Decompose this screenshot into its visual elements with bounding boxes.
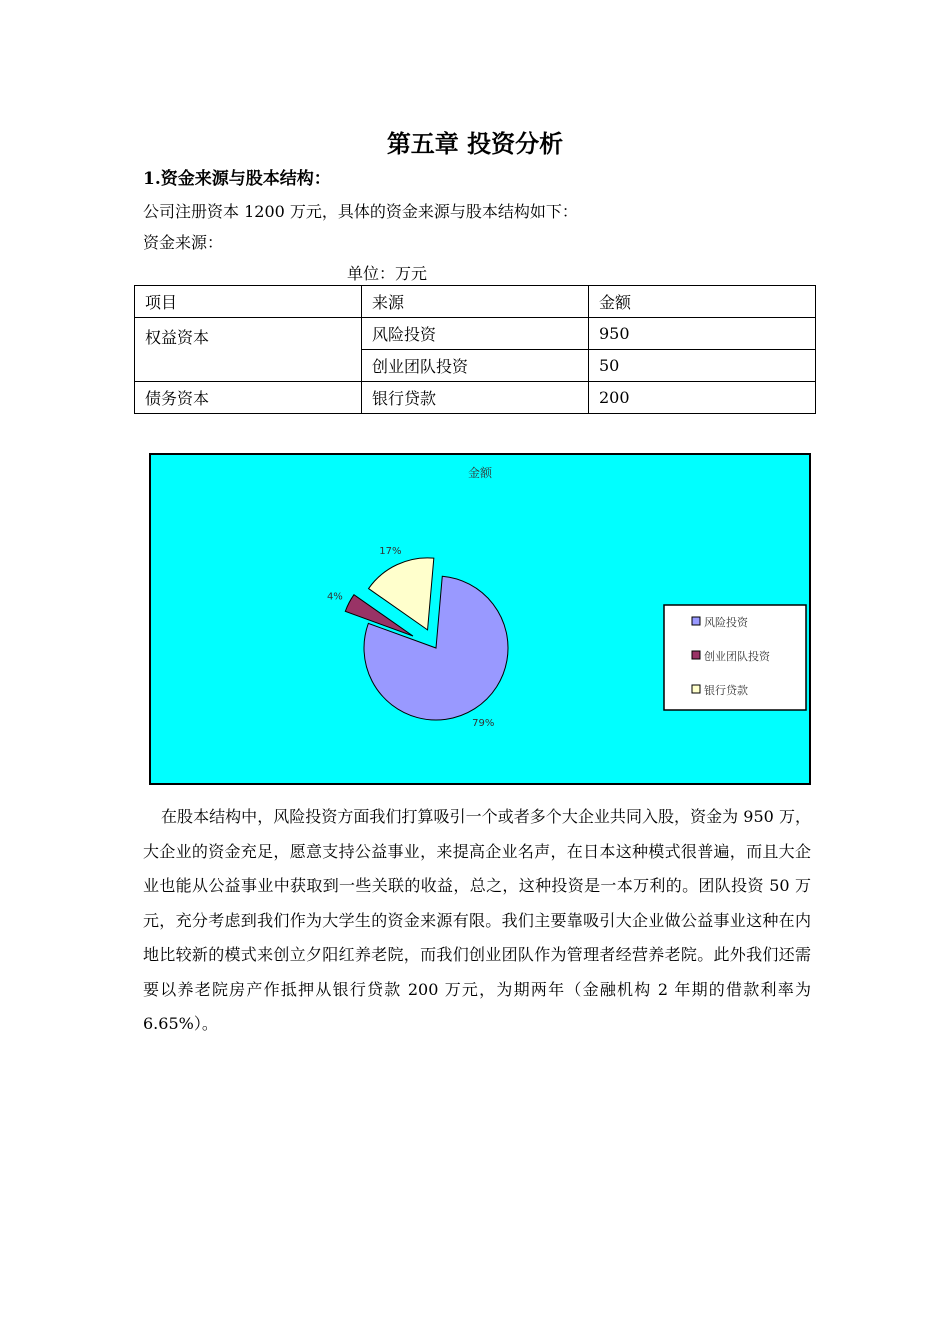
table-header-row — [135, 286, 816, 318]
legend-swatch — [692, 617, 700, 625]
debt-capital-cell: 债务资本 — [135, 382, 362, 414]
legend-swatch — [692, 685, 700, 693]
amount-cell: 50 — [589, 350, 816, 382]
page-title: 第五章 投资分析 — [386, 129, 564, 158]
amount-cell: 950 — [589, 318, 816, 350]
capital-table — [134, 285, 816, 414]
pie-percent-label: 4% — [326, 591, 343, 603]
source-cell: 银行贷款 — [362, 382, 589, 414]
source-cell: 创业团队投资 — [362, 350, 589, 382]
equity-capital-cell: 权益资本 — [135, 318, 362, 382]
chart-legend — [664, 605, 806, 710]
unit-label: 单位：万元 — [347, 264, 428, 283]
legend-label: 银行贷款 — [704, 684, 748, 697]
legend-label: 风险投资 — [704, 616, 748, 629]
header-amount: 金额 — [589, 286, 816, 318]
section-heading: 1.资金来源与股本结构： — [143, 169, 331, 189]
table-row — [135, 318, 816, 350]
pie-percent-label: 17% — [379, 546, 402, 558]
amount-cell: 200 — [589, 382, 816, 414]
header-item: 项目 — [135, 286, 362, 318]
header-source: 来源 — [362, 286, 589, 318]
intro-text: 公司注册资本 1200 万元，具体的资金来源与股本结构如下： — [143, 202, 578, 221]
pie-percent-label: 79% — [472, 718, 495, 730]
body-paragraph: 在股本结构中，风险投资方面我们打算吸引一个或者多个大企业共同入股，资金为 950 万，大企业的资金充足，愿意支持公益事业，来提高企业名声，在日本这种模式很普遍，而且大企业也能从公益事业中获取到一些关联的收益，总之，这种投资是一本万利的。团队投资 50 万元，充分考虑到我们作为大学生的资金来源有限。我们主要靠吸引大企业做公益事业这种在内地比较新的模式来创立夕阳红养老院，而我们创业团队作为管理者经营养老院。此外我们还需要以养老院房产作抵押从银行贷款 200 万元，为期两年（金融机构 2 年期的借款利率为 6.65%）。 — [143, 807, 811, 1033]
legend-swatch — [692, 651, 700, 659]
source-cell: 风险投资 — [362, 318, 589, 350]
table-row — [135, 382, 816, 414]
chart-title: 金额 — [467, 466, 493, 480]
pie-chart — [149, 453, 811, 785]
source-label: 资金来源： — [143, 233, 224, 252]
legend-label: 创业团队投资 — [704, 650, 770, 663]
